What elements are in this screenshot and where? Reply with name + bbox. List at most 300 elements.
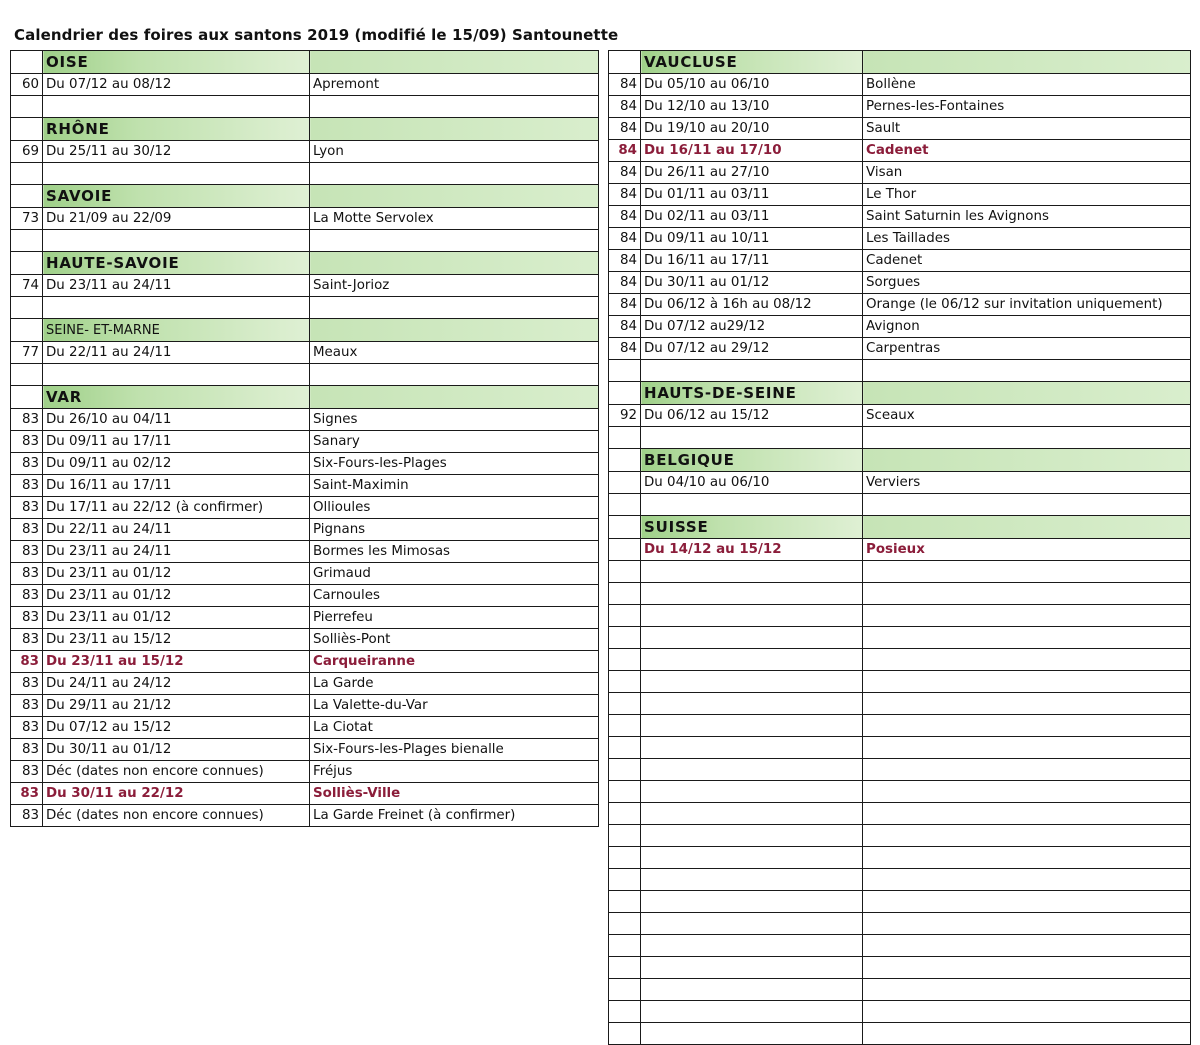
fair-location: Sorgues	[863, 272, 1191, 294]
fair-location: La Motte Servolex	[310, 208, 599, 230]
table-row	[11, 96, 599, 118]
fair-location	[863, 627, 1191, 649]
fair-dates	[641, 825, 863, 847]
fair-location: Pernes-les-Fontaines	[863, 96, 1191, 118]
fair-dates	[641, 891, 863, 913]
fair-location: Ollioules	[310, 497, 599, 519]
fair-location: Saint Saturnin les Avignons	[863, 206, 1191, 228]
fair-dates: Du 07/12 au 08/12	[43, 74, 310, 96]
section-number-cell	[609, 51, 641, 74]
department-number	[11, 96, 43, 118]
fair-location: Cadenet	[863, 140, 1191, 162]
fair-dates	[641, 649, 863, 671]
section-name: VAUCLUSE	[641, 51, 863, 74]
department-number: 84	[609, 338, 641, 360]
section-header-fill	[310, 252, 599, 275]
department-number: 83	[11, 475, 43, 497]
fair-location: Le Thor	[863, 184, 1191, 206]
fair-location	[863, 957, 1191, 979]
table-row	[609, 737, 1191, 759]
page-title: Calendrier des foires aux santons 2019 (modifié le 15/09) Santounette	[14, 26, 619, 44]
table-row	[609, 1023, 1191, 1045]
department-number	[609, 979, 641, 1001]
fair-dates: Du 09/11 au 02/12	[43, 453, 310, 475]
fair-location	[310, 297, 599, 319]
table-row	[609, 649, 1191, 671]
department-number: 84	[609, 74, 641, 96]
fair-location	[863, 693, 1191, 715]
table-row	[609, 405, 1191, 427]
fair-dates	[43, 297, 310, 319]
table-row	[609, 957, 1191, 979]
fair-dates: Du 09/11 au 10/11	[641, 228, 863, 250]
fair-location: Cadenet	[863, 250, 1191, 272]
fair-location	[863, 803, 1191, 825]
table-row	[11, 275, 599, 297]
fair-location: La Garde Freinet (à confirmer)	[310, 805, 599, 827]
section-header-row	[609, 51, 1191, 74]
table-row	[609, 272, 1191, 294]
department-number	[609, 759, 641, 781]
department-number: 83	[11, 453, 43, 475]
fair-location: Carnoules	[310, 585, 599, 607]
table-row	[11, 717, 599, 739]
table-row	[609, 781, 1191, 803]
department-number: 83	[11, 563, 43, 585]
fair-location	[863, 427, 1191, 449]
fair-location	[863, 913, 1191, 935]
department-number	[11, 163, 43, 185]
fair-location: Bollène	[863, 74, 1191, 96]
department-number	[609, 561, 641, 583]
fair-location	[863, 649, 1191, 671]
table-row	[11, 673, 599, 695]
fair-location: Sanary	[310, 431, 599, 453]
fair-dates	[641, 693, 863, 715]
department-number: 83	[11, 629, 43, 651]
fair-dates: Du 19/10 au 20/10	[641, 118, 863, 140]
section-header-row	[11, 319, 599, 342]
department-number	[11, 230, 43, 252]
table-row	[11, 695, 599, 717]
fair-location: Bormes les Mimosas	[310, 541, 599, 563]
left-calendar-table	[10, 50, 599, 827]
section-header-fill	[863, 382, 1191, 405]
fair-dates: Du 07/12 au29/12	[641, 316, 863, 338]
section-header-row	[11, 185, 599, 208]
table-row	[609, 140, 1191, 162]
fair-dates: Du 24/11 au 24/12	[43, 673, 310, 695]
table-row	[11, 163, 599, 185]
table-row	[11, 364, 599, 386]
table-row	[11, 475, 599, 497]
department-number: 84	[609, 162, 641, 184]
table-row	[11, 74, 599, 96]
table-row	[609, 1001, 1191, 1023]
table-row	[609, 671, 1191, 693]
fair-dates	[43, 364, 310, 386]
section-header-fill	[310, 51, 599, 74]
fair-dates: Du 23/11 au 01/12	[43, 585, 310, 607]
table-row	[609, 847, 1191, 869]
department-number	[609, 1023, 641, 1045]
department-number: 84	[609, 294, 641, 316]
fair-dates: Du 16/11 au 17/10	[641, 140, 863, 162]
fair-location	[310, 364, 599, 386]
fair-location: Pignans	[310, 519, 599, 541]
section-name: SEINE- ET-MARNE	[43, 319, 310, 342]
fair-dates	[641, 979, 863, 1001]
department-number	[609, 781, 641, 803]
department-number	[609, 649, 641, 671]
fair-dates	[641, 605, 863, 627]
department-number	[609, 935, 641, 957]
section-name: RHÔNE	[43, 118, 310, 141]
table-row	[609, 561, 1191, 583]
fair-location	[863, 781, 1191, 803]
section-number-cell	[11, 51, 43, 74]
department-number: 83	[11, 695, 43, 717]
table-row	[609, 539, 1191, 561]
section-header-row	[11, 252, 599, 275]
department-number	[609, 627, 641, 649]
fair-dates	[43, 230, 310, 252]
section-number-cell	[11, 386, 43, 409]
department-number	[609, 913, 641, 935]
section-header-fill	[310, 118, 599, 141]
table-row	[11, 585, 599, 607]
department-number: 84	[609, 272, 641, 294]
section-name: SUISSE	[641, 516, 863, 539]
table-row	[11, 607, 599, 629]
fair-dates: Du 26/10 au 04/11	[43, 409, 310, 431]
fair-location: Verviers	[863, 472, 1191, 494]
fair-dates: Déc (dates non encore connues)	[43, 805, 310, 827]
table-row	[609, 162, 1191, 184]
fair-location	[863, 605, 1191, 627]
section-header-fill	[310, 386, 599, 409]
fair-location: Carqueiranne	[310, 651, 599, 673]
section-number-cell	[11, 118, 43, 141]
department-number: 83	[11, 431, 43, 453]
department-number	[609, 671, 641, 693]
table-row	[609, 206, 1191, 228]
department-number: 84	[609, 206, 641, 228]
fair-location: Lyon	[310, 141, 599, 163]
table-row	[609, 118, 1191, 140]
department-number	[609, 891, 641, 913]
fair-location: Solliès-Ville	[310, 783, 599, 805]
fair-dates: Du 30/11 au 01/12	[43, 739, 310, 761]
section-name: SAVOIE	[43, 185, 310, 208]
department-number	[609, 737, 641, 759]
fair-dates	[641, 360, 863, 382]
department-number: 84	[609, 250, 641, 272]
fair-location: Pierrefeu	[310, 607, 599, 629]
fair-location	[863, 891, 1191, 913]
fair-dates	[641, 759, 863, 781]
fair-dates	[641, 869, 863, 891]
table-row	[11, 297, 599, 319]
table-row	[609, 316, 1191, 338]
table-row	[609, 979, 1191, 1001]
fair-dates	[641, 715, 863, 737]
fair-dates	[641, 1023, 863, 1045]
section-header-row	[609, 516, 1191, 539]
table-row	[609, 184, 1191, 206]
department-number: 92	[609, 405, 641, 427]
table-row	[609, 472, 1191, 494]
department-number	[609, 715, 641, 737]
fair-location	[310, 96, 599, 118]
fair-dates: Du 02/11 au 03/11	[641, 206, 863, 228]
table-row	[609, 338, 1191, 360]
fair-dates	[641, 913, 863, 935]
section-header-row	[11, 118, 599, 141]
department-number	[609, 957, 641, 979]
fair-dates: Du 23/11 au 15/12	[43, 651, 310, 673]
table-row	[11, 563, 599, 585]
table-row	[609, 693, 1191, 715]
section-header-row	[609, 382, 1191, 405]
department-number: 84	[609, 316, 641, 338]
department-number: 69	[11, 141, 43, 163]
fair-location: Sceaux	[863, 405, 1191, 427]
department-number	[609, 360, 641, 382]
department-number	[11, 297, 43, 319]
fair-dates: Du 16/11 au 17/11	[43, 475, 310, 497]
fair-location: Visan	[863, 162, 1191, 184]
section-number-cell	[609, 449, 641, 472]
fair-dates	[641, 803, 863, 825]
table-row	[609, 74, 1191, 96]
fair-dates	[43, 96, 310, 118]
fair-location	[863, 561, 1191, 583]
department-number	[609, 472, 641, 494]
table-row	[609, 803, 1191, 825]
department-number: 83	[11, 409, 43, 431]
fair-location	[863, 715, 1191, 737]
section-number-cell	[11, 252, 43, 275]
table-row	[11, 783, 599, 805]
fair-dates: Du 21/09 au 22/09	[43, 208, 310, 230]
table-row	[11, 230, 599, 252]
table-row	[609, 627, 1191, 649]
right-calendar-table	[608, 50, 1191, 1045]
section-header-row	[11, 386, 599, 409]
table-row	[609, 891, 1191, 913]
fair-dates: Du 26/11 au 27/10	[641, 162, 863, 184]
department-number: 83	[11, 585, 43, 607]
fair-location	[863, 935, 1191, 957]
department-number	[609, 1001, 641, 1023]
fair-location: Solliès-Pont	[310, 629, 599, 651]
table-row	[11, 805, 599, 827]
fair-dates: Du 22/11 au 24/11	[43, 519, 310, 541]
fair-location	[863, 869, 1191, 891]
fair-location	[863, 847, 1191, 869]
fair-location	[310, 230, 599, 252]
table-row	[609, 294, 1191, 316]
section-name: HAUTS-DE-SEINE	[641, 382, 863, 405]
table-row	[11, 431, 599, 453]
table-row	[11, 409, 599, 431]
department-number: 84	[609, 228, 641, 250]
department-number	[609, 693, 641, 715]
fair-dates: Du 22/11 au 24/11	[43, 342, 310, 364]
department-number: 83	[11, 607, 43, 629]
table-row	[11, 141, 599, 163]
table-row	[609, 250, 1191, 272]
fair-dates	[641, 627, 863, 649]
section-name: HAUTE-SAVOIE	[43, 252, 310, 275]
fair-location: Avignon	[863, 316, 1191, 338]
department-number	[609, 494, 641, 516]
table-row	[609, 715, 1191, 737]
department-number: 84	[609, 184, 641, 206]
table-row	[11, 629, 599, 651]
department-number: 84	[609, 118, 641, 140]
fair-dates: Du 30/11 au 01/12	[641, 272, 863, 294]
fair-location: Posieux	[863, 539, 1191, 561]
fair-location: Six-Fours-les-Plages	[310, 453, 599, 475]
fair-dates: Du 23/11 au 01/12	[43, 607, 310, 629]
fair-dates: Du 07/12 au 29/12	[641, 338, 863, 360]
department-number: 74	[11, 275, 43, 297]
fair-location	[863, 583, 1191, 605]
department-number: 83	[11, 519, 43, 541]
table-row	[609, 825, 1191, 847]
department-number: 83	[11, 783, 43, 805]
department-number	[609, 583, 641, 605]
fair-dates: Du 01/11 au 03/11	[641, 184, 863, 206]
fair-dates: Du 04/10 au 06/10	[641, 472, 863, 494]
fair-location	[310, 163, 599, 185]
table-row	[609, 605, 1191, 627]
department-number: 84	[609, 96, 641, 118]
fair-dates: Du 30/11 au 22/12	[43, 783, 310, 805]
fair-dates: Du 17/11 au 22/12 (à confirmer)	[43, 497, 310, 519]
table-row	[11, 739, 599, 761]
fair-dates: Du 09/11 au 17/11	[43, 431, 310, 453]
fair-dates	[641, 561, 863, 583]
table-row	[609, 360, 1191, 382]
department-number: 60	[11, 74, 43, 96]
table-row	[11, 519, 599, 541]
department-number: 83	[11, 651, 43, 673]
table-row	[609, 494, 1191, 516]
department-number	[609, 869, 641, 891]
section-number-cell	[609, 516, 641, 539]
fair-dates: Du 23/11 au 01/12	[43, 563, 310, 585]
fair-location: La Ciotat	[310, 717, 599, 739]
fair-dates: Du 12/10 au 13/10	[641, 96, 863, 118]
section-name: BELGIQUE	[641, 449, 863, 472]
fair-dates	[641, 1001, 863, 1023]
department-number: 83	[11, 761, 43, 783]
fair-dates: Du 05/10 au 06/10	[641, 74, 863, 96]
fair-location: Grimaud	[310, 563, 599, 585]
table-row	[11, 541, 599, 563]
fair-location	[863, 737, 1191, 759]
table-row	[609, 583, 1191, 605]
table-row	[609, 935, 1191, 957]
fair-location: Orange (le 06/12 sur invitation uniquement)	[863, 294, 1191, 316]
table-row	[609, 96, 1191, 118]
fair-dates	[641, 935, 863, 957]
section-header-row	[11, 51, 599, 74]
section-header-fill	[863, 449, 1191, 472]
department-number: 83	[11, 739, 43, 761]
fair-location: Meaux	[310, 342, 599, 364]
department-number	[11, 364, 43, 386]
fair-location: Sault	[863, 118, 1191, 140]
department-number: 77	[11, 342, 43, 364]
fair-dates: Du 23/11 au 24/11	[43, 275, 310, 297]
fair-dates: Du 16/11 au 17/11	[641, 250, 863, 272]
fair-location: Apremont	[310, 74, 599, 96]
fair-dates: Du 07/12 au 15/12	[43, 717, 310, 739]
fair-location	[863, 1023, 1191, 1045]
fair-location	[863, 979, 1191, 1001]
fair-location	[863, 1001, 1191, 1023]
department-number: 83	[11, 541, 43, 563]
section-header-fill	[310, 319, 599, 342]
department-number: 83	[11, 497, 43, 519]
fair-location: Signes	[310, 409, 599, 431]
section-header-fill	[863, 516, 1191, 539]
department-number: 83	[11, 673, 43, 695]
department-number	[609, 605, 641, 627]
fair-dates	[641, 494, 863, 516]
fair-dates: Du 25/11 au 30/12	[43, 141, 310, 163]
table-row	[11, 453, 599, 475]
fair-location: Fréjus	[310, 761, 599, 783]
section-number-cell	[609, 382, 641, 405]
fair-location: Carpentras	[863, 338, 1191, 360]
fair-dates	[641, 847, 863, 869]
department-number: 83	[11, 717, 43, 739]
table-row	[11, 761, 599, 783]
fair-dates: Du 06/12 à 16h au 08/12	[641, 294, 863, 316]
section-header-fill	[310, 185, 599, 208]
department-number	[609, 539, 641, 561]
fair-location	[863, 494, 1191, 516]
fair-location	[863, 360, 1191, 382]
fair-dates: Du 29/11 au 21/12	[43, 695, 310, 717]
fair-location: Saint-Jorioz	[310, 275, 599, 297]
fair-dates	[641, 737, 863, 759]
fair-location: Les Taillades	[863, 228, 1191, 250]
section-name: VAR	[43, 386, 310, 409]
section-header-fill	[863, 51, 1191, 74]
table-row	[609, 427, 1191, 449]
fair-dates: Du 23/11 au 24/11	[43, 541, 310, 563]
fair-dates	[641, 781, 863, 803]
fair-location: Saint-Maximin	[310, 475, 599, 497]
fair-dates	[641, 671, 863, 693]
fair-location: Six-Fours-les-Plages bienalle	[310, 739, 599, 761]
fair-location: La Garde	[310, 673, 599, 695]
fair-dates	[641, 957, 863, 979]
fair-location: La Valette-du-Var	[310, 695, 599, 717]
fair-location	[863, 825, 1191, 847]
section-header-row	[609, 449, 1191, 472]
department-number: 73	[11, 208, 43, 230]
table-row	[11, 497, 599, 519]
fair-dates	[641, 427, 863, 449]
department-number	[609, 427, 641, 449]
